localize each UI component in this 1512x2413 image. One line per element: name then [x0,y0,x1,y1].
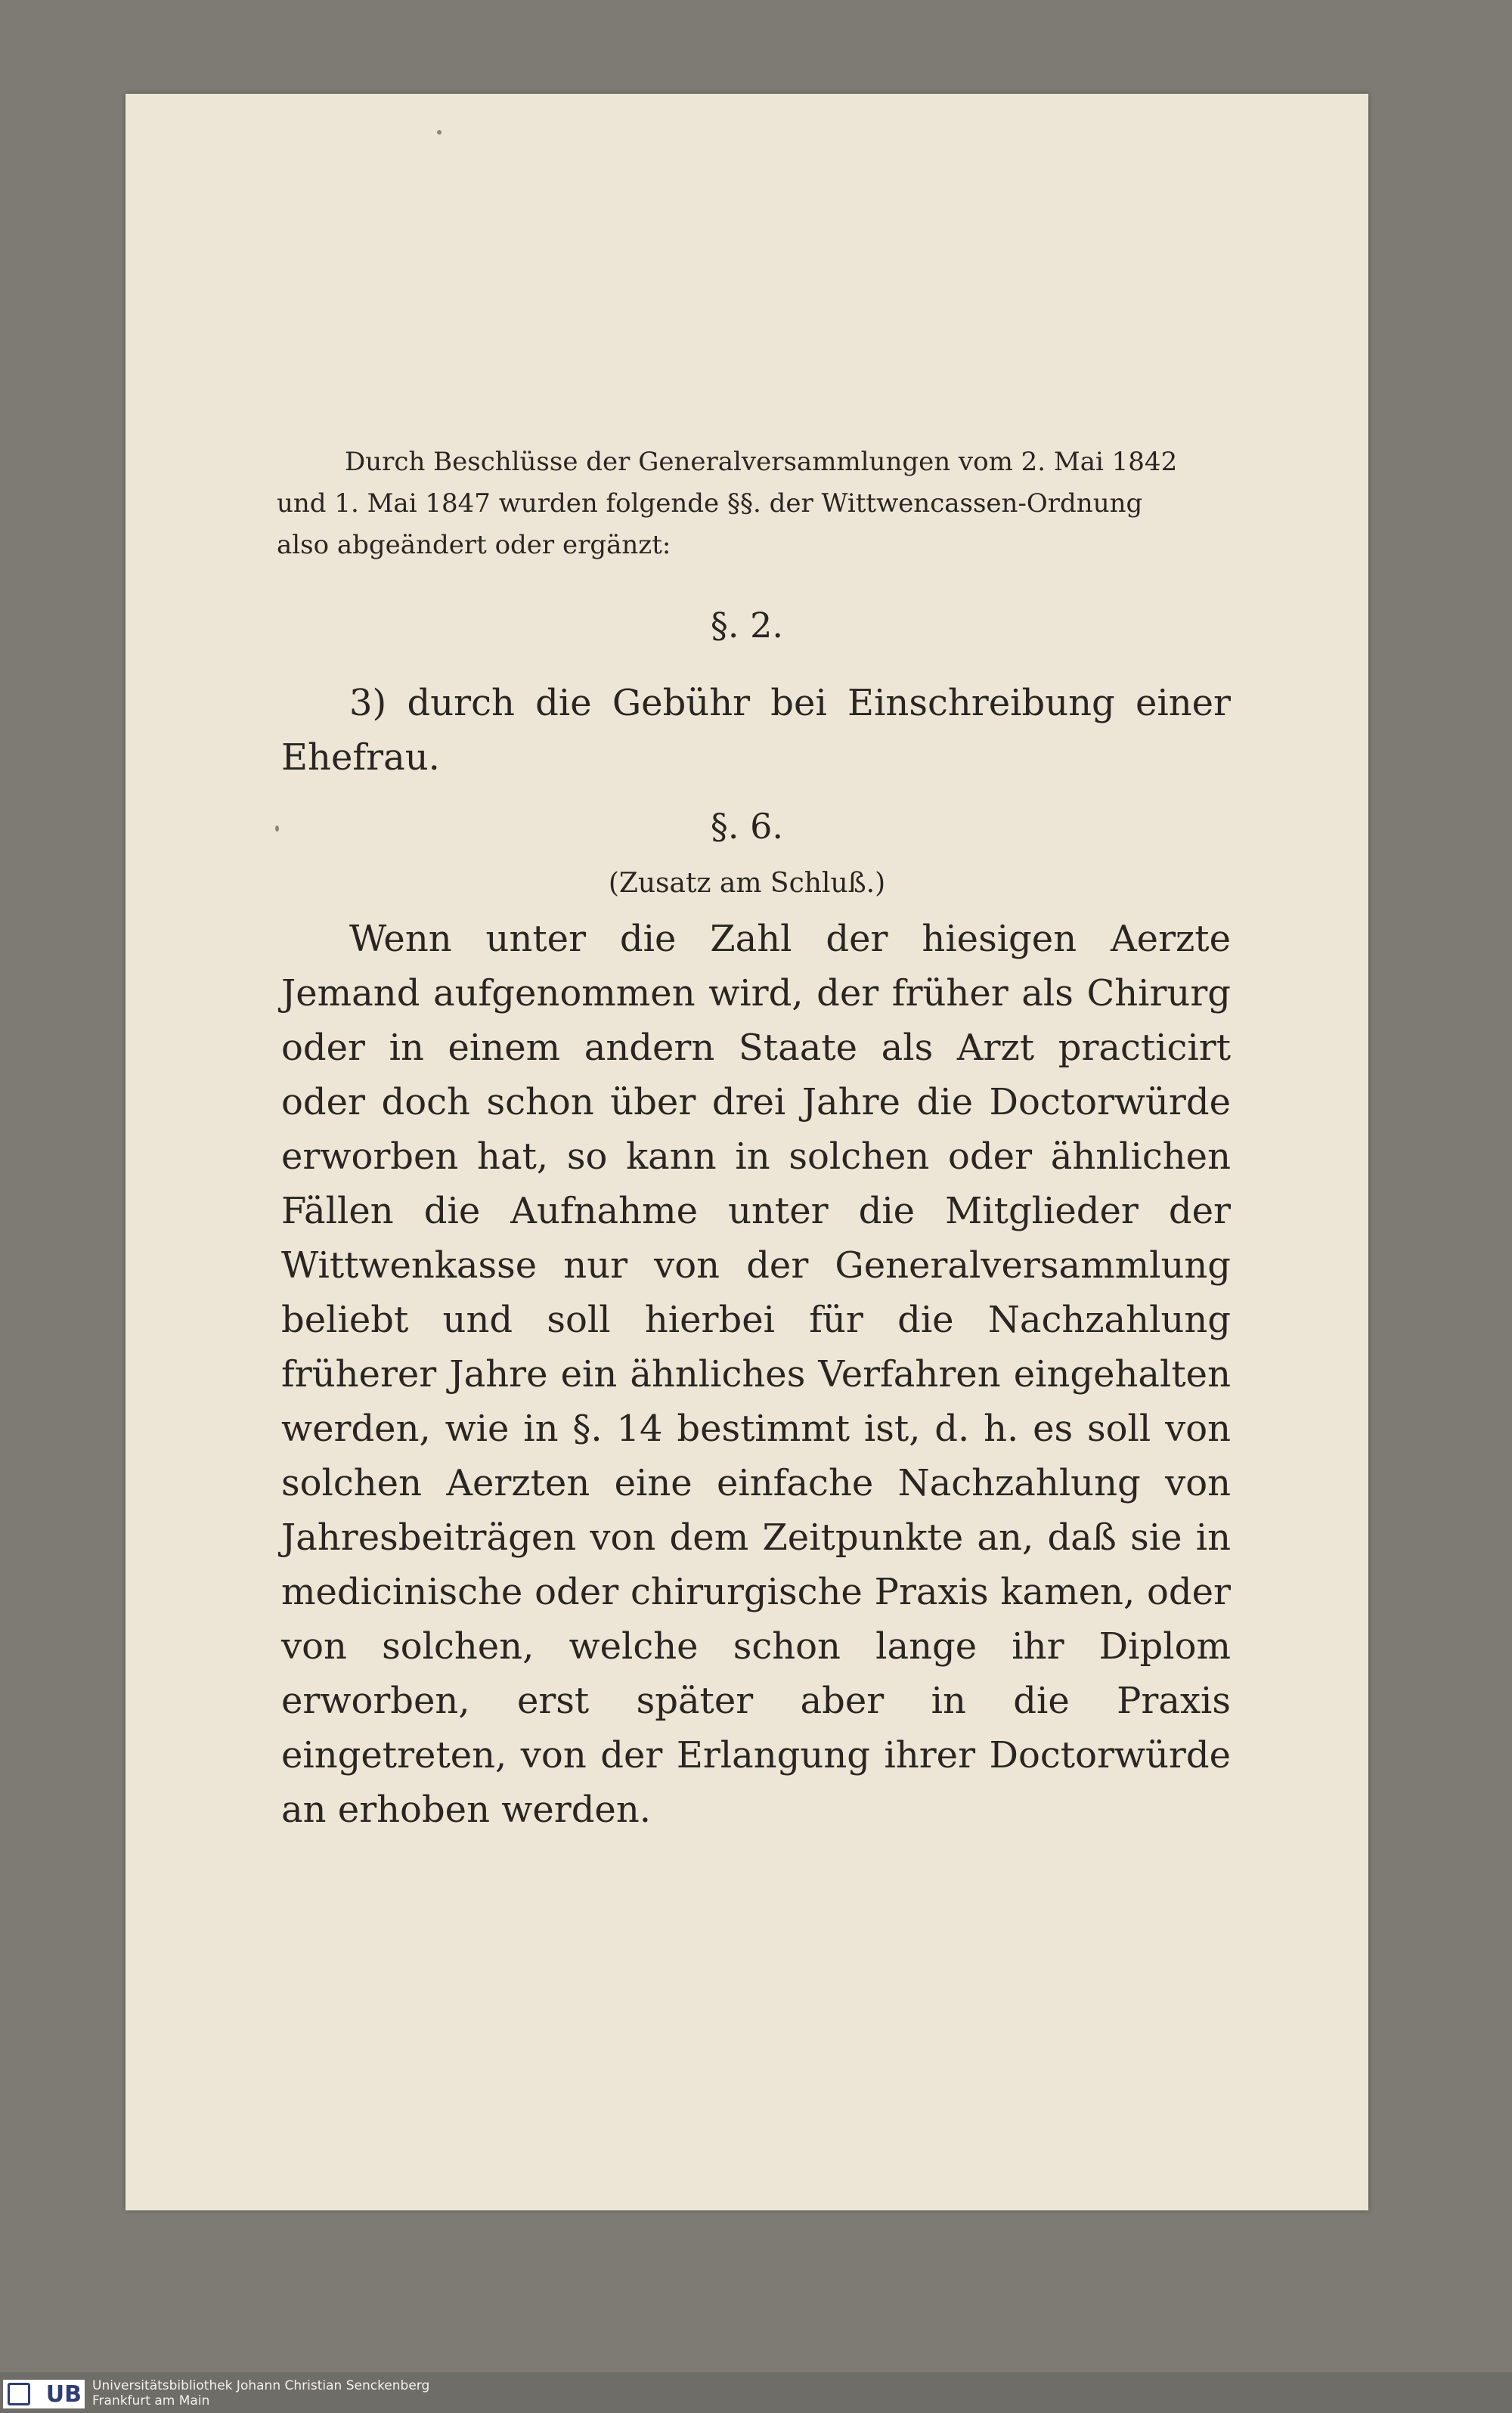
intro-paragraph [277,441,1231,566]
intro-line: Durch Beschlüsse der Generalversammlungen vom 2. Mai 1842 [345,447,1178,477]
page-text [125,94,1368,2210]
library-city: Frankfurt am Main [92,2393,210,2408]
document-page [125,94,1368,2210]
section-6-heading: §. 6. [710,806,784,847]
intro-line: also abgeändert oder ergänzt: [277,530,671,560]
library-name: Universitätsbibliothek Johann Christian Senckenberg [92,2378,430,2393]
section-2-heading: §. 2. [710,605,784,646]
library-logo-icon [8,2383,30,2405]
section-2-text [281,676,1231,785]
section-6-paragraph: Wenn unter die Zahl der hiesigen Aerzte Jemand aufgenommen wird, der früher als Chirurg oder in einem andern Staate als Arzt practicirt oder doch schon über drei Jahre die Doctorwürde erworben hat, so kann in solchen oder ähnlichen Fällen die Aufnahme unter die Mitglieder der Wittwenkasse nur von der Generalversammlung beliebt und soll hierbei für die Nachzahlung früherer Jahre ein ähnliches Verfahren eingehalten werden, wie in §. 14 bestimmt ist, d. h. es soll von solchen Aerzten eine einfache Nachzahlung von Jahresbeiträgen von dem Zeitpunkte an, daß sie in medicinische oder chirurgische Praxis kamen, oder von solchen, welche schon lange ihr Diplom erworben, erst später aber in die Praxis eingetreten, von der Erlangung ihrer Doctorwürde an erhoben werden. [281,918,1231,1831]
section-6-subheading: (Zusatz am Schluß.) [608,868,886,899]
library-footer-bar [0,2372,1512,2413]
library-logo [3,2380,85,2408]
library-logo-text: UB [45,2380,82,2408]
section-6-text [281,912,1231,1837]
section-2-paragraph: 3) durch die Gebühr bei Einschreibung einer Ehefrau. [281,682,1231,779]
library-credit [92,2378,429,2408]
intro-line: und 1. Mai 1847 wurden folgende §§. der Wittwencassen-Ordnung [277,488,1143,519]
